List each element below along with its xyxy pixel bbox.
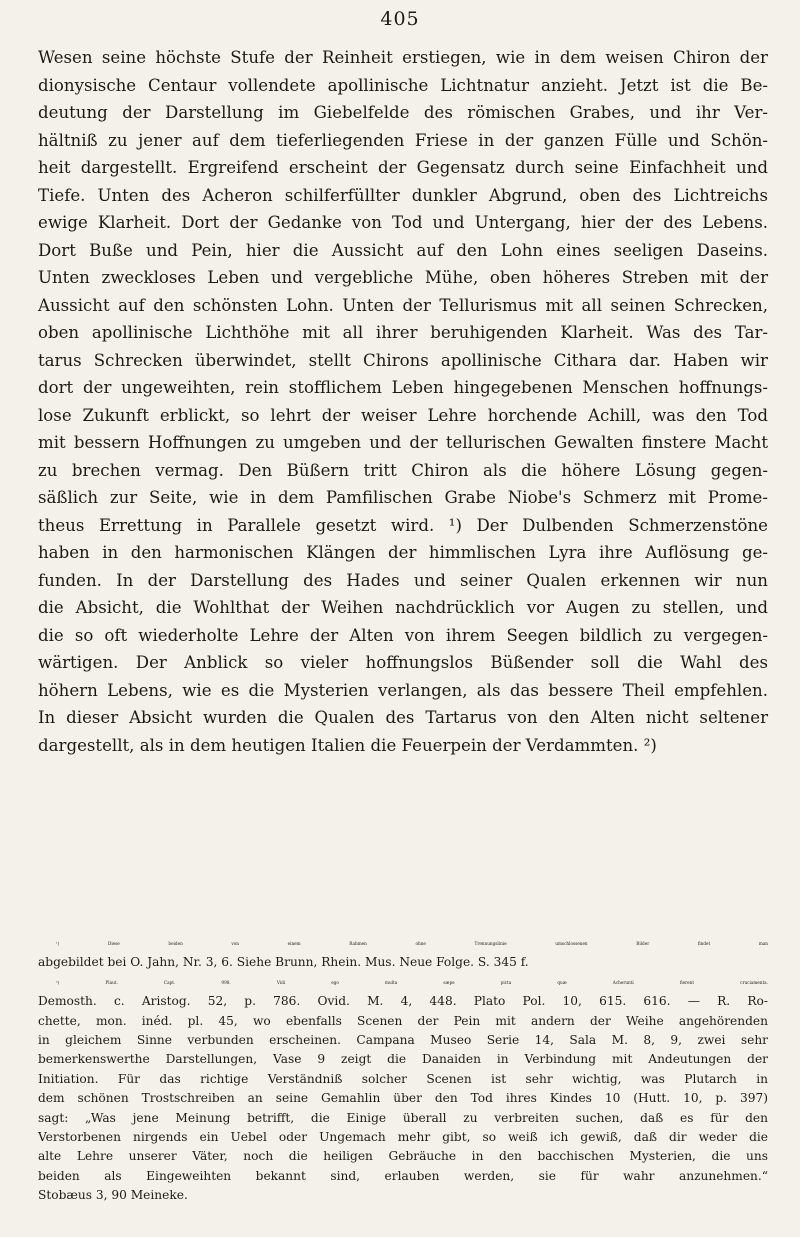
text-line: die Absicht, die Wohlthat der Weihen nachdrücklich vor Augen zu stellen, und <box>38 598 768 617</box>
text-line: tarus Schrecken überwindet, stellt Chirons apollinische Cithara dar. Haben wir <box>38 350 768 370</box>
text-line: funden. In der Darstellung des Hades und seiner Qualen erkennen wir nun <box>38 570 768 590</box>
footnote-line: alte Lehre unserer Väter, noch die heiligen Gebräuche in den bacchischen Mysterien, die uns <box>38 1149 768 1164</box>
text-line: Unten zweckloses Leben und vergebliche Mühe, oben höheres Streben mit der <box>38 268 768 287</box>
text-line: oben apollinische Lichthöhe mit all ihrer beruhigenden Klarheit. Was des Tar- <box>38 323 768 342</box>
text-line: Wesen seine höchste Stufe der Reinheit erstiegen, wie in dem weisen Chiron der <box>38 48 768 67</box>
footnote-line: ²) Plaut. Capt. 998. Vidi ego multa sæpe picta quæ Acherunti fierent cruciamenta. <box>56 979 768 985</box>
text-line: höhern Lebens, wie es die Mysterien verlangen, als das bessere Theil empfehlen. <box>38 680 768 700</box>
text-line: mit bessern Hoffnungen zu umgeben und der tellurischen Gewalten finstere Macht <box>38 433 768 452</box>
text-line: hältniß zu jener auf dem tieferliegenden Friese in der ganzen Fülle und Schön- <box>38 130 768 150</box>
footnote-line: abgebildet bei O. Jahn, Nr. 3, 6. Siehe Brunn, Rhein. Mus. Neue Folge. S. 345 f. <box>38 955 529 970</box>
text-line: Tiefe. Unten des Acheron schilferfüllter dunkler Abgrund, oben des Lichtreichs <box>38 185 768 205</box>
footnote-line: ¹) Diese beiden von einem Rahmen ohne Trennungslinie umschlossenen Bilder findet man <box>56 941 768 946</box>
footnotes <box>38 934 768 1206</box>
footnote-line: bemerkenswerthe Darstellungen, Vase 9 zeigt die Danaiden in Verbindung mit Andeutungen der <box>38 1052 768 1067</box>
footnote-line: chette, mon. inéd. pl. 45, wo ebenfalls Scenen der Pein mit andern der Weihe angehörenden <box>38 1013 768 1028</box>
footnote-line: sagt: „Was jene Meinung betrifft, die Einige überall zu verbreiten suchen, daß es für den <box>38 1110 768 1125</box>
text-line: ewige Klarheit. Dort der Gedanke von Tod und Untergang, hier der des Lebens. <box>38 213 768 232</box>
text-line: heit dargestellt. Ergreifend erscheint der Gegensatz durch seine Einfachheit und <box>38 158 768 177</box>
footnote-line: Demosth. c. Aristog. 52, p. 786. Ovid. M. 4, 448. Plato Pol. 10, 615. 616. — R. Ro- <box>38 994 768 1009</box>
text-line: In dieser Absicht wurden die Qualen des Tartarus von den Alten nicht seltener <box>38 708 768 727</box>
footnote-line: Verstorbenen nirgends ein Uebel oder Ungemach mehr gibt, so weiß ich gewiß, daß dir weder die <box>38 1130 768 1145</box>
footnote-line: beiden als Eingeweihten bekannt sind, erlauben werden, sie für wahr anzunehmen.“ <box>38 1168 768 1183</box>
text-line: Dort Buße und Pein, hier die Aussicht auf den Lohn eines seeligen Daseins. <box>38 240 768 260</box>
main-text <box>38 44 768 759</box>
text-line: Aussicht auf den schönsten Lohn. Unten der Tellurismus mit all seinen Schrecken, <box>38 295 768 315</box>
text-line: dionysische Centaur vollendete apollinische Lichtnatur anzieht. Jetzt ist die Be- <box>38 75 768 95</box>
text-line: wärtigen. Der Anblick so vieler hoffnungslos Büßender soll die Wahl des <box>38 653 768 672</box>
text-line: dort der ungeweihten, rein stofflichem Leben hingegebenen Menschen hoffnungs- <box>38 378 768 397</box>
text-line: zu brechen vermag. Den Büßern tritt Chiron als die höhere Lösung gegen- <box>38 460 768 480</box>
text-line: deutung der Darstellung im Giebelfelde des römischen Grabes, und ihr Ver- <box>38 103 768 122</box>
text-line: haben in den harmonischen Klängen der himmlischen Lyra ihre Auflösung ge- <box>38 543 768 562</box>
footnote-line: in gleichem Sinne verbunden erscheinen. Campana Museo Serie 14, Sala M. 8, 9, zwei sehr <box>38 1033 768 1048</box>
footnote-line: dem schönen Trostschreiben an seine Gemahlin über den Tod ihres Kindes 10 (Hutt. 10, p. 397) <box>38 1091 768 1106</box>
text-line: dargestellt, als in dem heutigen Italien die Feuerpein der Verdammten. ²) <box>38 735 657 755</box>
text-line: die so oft wiederholte Lehre der Alten von ihrem Seegen bildlich zu vergegen- <box>38 625 768 645</box>
text-line: lose Zukunft erblickt, so lehrt der weiser Lehre horchende Achill, was den Tod <box>38 405 768 425</box>
text-line: theus Errettung in Parallele gesetzt wird. ¹) Der Dulbenden Schmerzenstöne <box>38 515 768 535</box>
page-number: 405 <box>380 8 420 30</box>
footnote-line: Stobæus 3, 90 Meineke. <box>38 1188 188 1203</box>
footnote-line: Initiation. Für das richtige Verständniß solcher Scenen ist sehr wichtig, was Plutarch in <box>38 1071 768 1086</box>
text-line: säßlich zur Seite, wie in dem Pamfilischen Grabe Niobe's Schmerz mit Prome- <box>38 488 768 507</box>
